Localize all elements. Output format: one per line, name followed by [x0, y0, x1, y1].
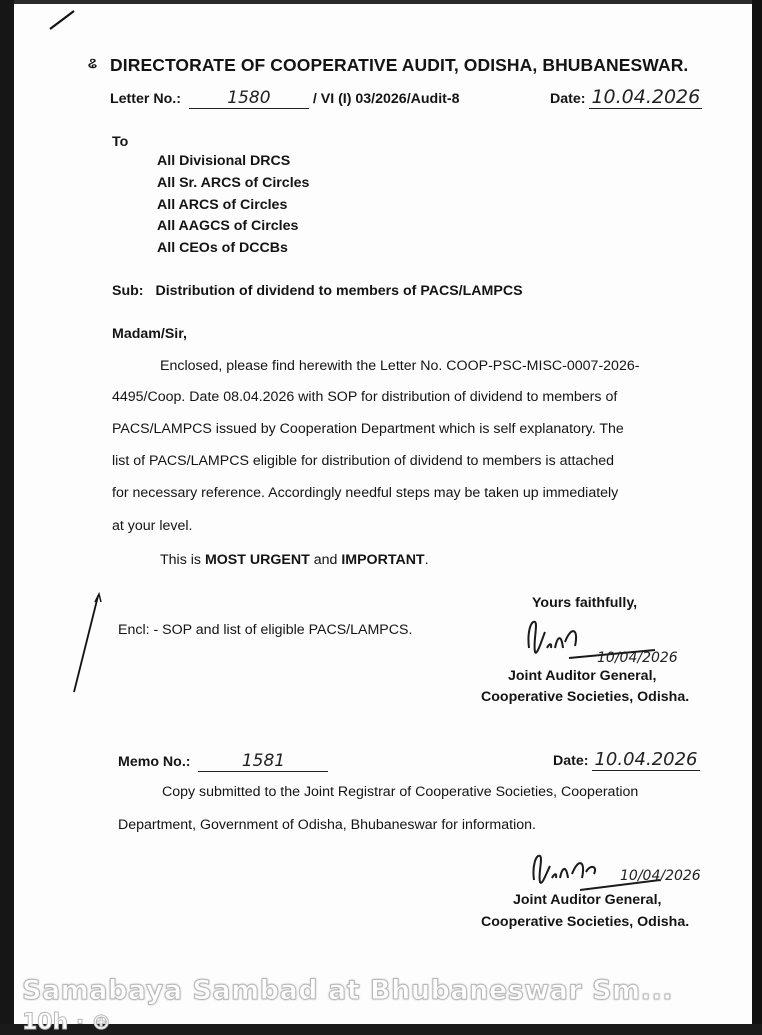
subject-line: [112, 283, 523, 299]
memo-number-handwritten: 1581: [241, 751, 286, 771]
recipient-item: All Sr. ARCS of Circles: [157, 175, 310, 191]
recipient-item: All ARCS of Circles: [157, 197, 288, 213]
post-time-meta: 10h · ⊕: [22, 1010, 111, 1035]
letter-number-label: Letter No.:: [110, 91, 181, 107]
organization-heading: DIRECTORATE OF COOPERATIVE AUDIT, ODISHA, BHUBANESWAR.: [110, 55, 689, 75]
memo-line: Copy submitted to the Joint Registrar of Cooperative Societies, Cooperation: [162, 784, 639, 800]
signature-1-date: 10/04/2026: [597, 650, 678, 666]
urgency-and: and: [309, 552, 342, 568]
margin-pen-stroke: [68, 592, 108, 702]
subject-label: Sub:: [112, 283, 144, 299]
signatory-2-title: Joint Auditor General,: [513, 892, 662, 908]
body-line: at your level.: [112, 518, 193, 534]
urgency-end: .: [424, 552, 429, 568]
letter-date-label: Date:: [550, 91, 586, 107]
memo-number-label: Memo No.:: [118, 754, 191, 770]
urgency-line: [160, 552, 429, 568]
urgency-most-urgent: MOST URGENT: [204, 552, 310, 568]
letter-number-suffix: / VI (I) 03/2026/Audit-8: [312, 91, 460, 107]
memo-date-row: [553, 749, 700, 771]
to-label: To: [112, 134, 129, 150]
letter-date-row: [550, 86, 702, 109]
signatory-1-org: Cooperative Societies, Odisha.: [481, 689, 690, 705]
right-frame-edge: [752, 0, 762, 1024]
pen-stroke-mark: [48, 8, 78, 32]
body-line: Enclosed, please find herewith the Letter No. COOP-PSC-MISC-0007-2026-: [160, 358, 640, 374]
memo-date-label: Date:: [553, 753, 589, 769]
letter-number-field: [189, 88, 309, 109]
signature-2-date: 10/04/2026: [620, 868, 701, 884]
memo-number-row: [118, 751, 328, 772]
urgency-important: IMPORTANT: [341, 552, 425, 568]
body-line: 4495/Coop. Date 08.04.2026 with SOP for distribution of dividend to members of: [112, 389, 618, 405]
letter-number-handwritten: 1580: [227, 88, 271, 108]
memo-line: Department, Government of Odisha, Bhubaneswar for information.: [118, 817, 536, 833]
recipient-item: All CEOs of DCCBs: [157, 240, 288, 256]
memo-date-handwritten: 10.04.2026: [594, 749, 698, 770]
urgency-prefix: This is: [160, 552, 205, 568]
post-source-title[interactable]: Samabaya Sambad at Bhubaneswar Sm...: [22, 975, 673, 1006]
body-line: for necessary reference. Accordingly needful steps may be taken up immediately: [112, 485, 619, 501]
recipient-item: All AAGCS of Circles: [157, 218, 299, 234]
enclosure-note: Encl: - SOP and list of eligible PACS/LAMPCS.: [118, 622, 413, 638]
signatory-1-title: Joint Auditor General,: [508, 668, 657, 684]
header-mark: ଌ: [88, 55, 98, 72]
memo-number-field: [198, 751, 328, 772]
body-line: PACS/LAMPCS issued by Cooperation Department which is self explanatory. The: [112, 421, 624, 437]
left-frame-edge: [0, 0, 14, 1024]
letter-number-row: [110, 88, 460, 109]
signatory-2-org: Cooperative Societies, Odisha.: [481, 914, 690, 930]
closing-text: Yours faithfully,: [532, 595, 638, 611]
letter-date-handwritten: 10.04.2026: [591, 86, 701, 108]
recipient-item: All Divisional DRCS: [157, 153, 291, 169]
body-line: list of PACS/LAMPCS eligible for distribution of dividend to members is attached: [112, 453, 615, 469]
salutation: Madam/Sir,: [112, 326, 187, 342]
subject-text: Distribution of dividend to members of PACS/LAMPCS: [155, 283, 523, 299]
